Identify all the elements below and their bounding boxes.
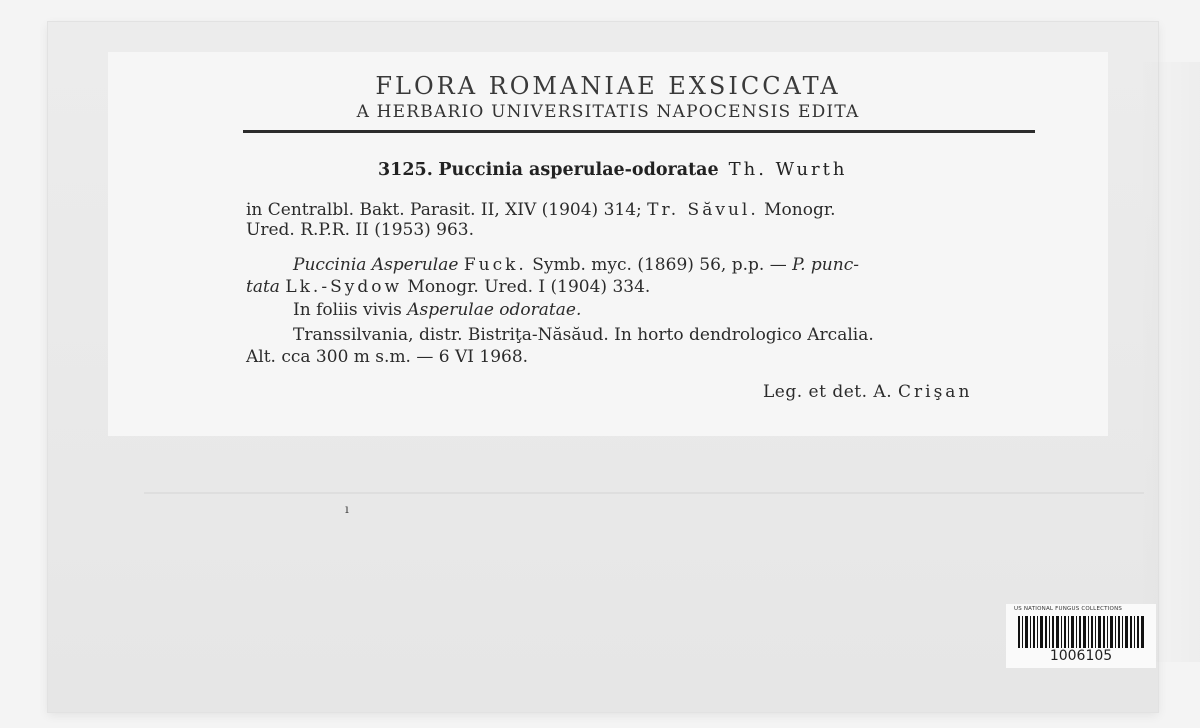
synonym-line-2: tata Lk.-Sydow Monogr. Ured. I (1904) 334.	[246, 277, 651, 297]
synonym-line-1: Puccinia Asperulae Fuck. Symb. myc. (1869) 56, p.p. — P. punc-	[293, 255, 859, 275]
herbarium-packet	[48, 22, 1158, 712]
barcode-number: 1006105	[1049, 648, 1113, 664]
collector-line: Leg. et det. A. Crişan	[763, 382, 973, 402]
pencil-mark: ı	[345, 502, 349, 516]
locality-line-2: Alt. cca 300 m s.m. — 6 VI 1968.	[246, 347, 529, 367]
exsiccata-number: 3125.	[378, 160, 433, 180]
taxon-author: Th. Wurth	[728, 159, 848, 180]
barcode-institution: US NATIONAL FUNGUS COLLECTIONS	[1014, 606, 1123, 612]
barcode-card	[1006, 604, 1156, 668]
label-header: FLORA ROMANIAE EXSICCATA	[375, 72, 841, 100]
taxon-title	[378, 159, 847, 180]
taxon-name: Puccinia asperulae-odoratae	[438, 160, 719, 180]
habitat-line: In foliis vivis Asperulae odoratae.	[293, 300, 582, 320]
locality-line-1: Transsilvania, distr. Bistriţa-Năsăud. In horto dendrologico Arcalia.	[293, 325, 874, 345]
packet-edge	[1138, 62, 1200, 662]
label-subheader: A HERBARIO UNIVERSITATIS NAPOCENSIS EDITA	[356, 102, 860, 122]
barcode-icon	[1018, 616, 1144, 648]
reference-line-1: in Centralbl. Bakt. Parasit. II, XIV (1904) 314; Tr. Săvul. Monogr.	[246, 200, 836, 220]
reference-line-2: Ured. R.P.R. II (1953) 963.	[246, 220, 475, 240]
header-rule	[243, 130, 1035, 133]
packet-fold	[144, 492, 1144, 494]
specimen-label	[108, 52, 1108, 436]
